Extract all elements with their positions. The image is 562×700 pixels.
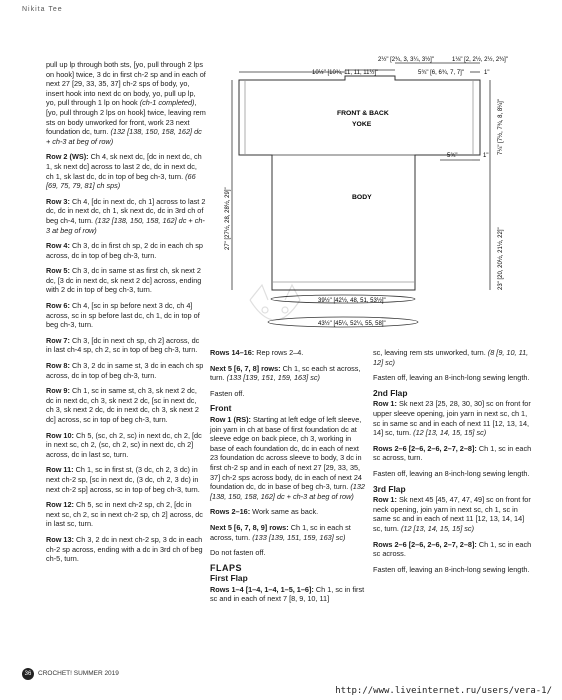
dim-side-left: 27" [27½, 28, 28½, 29]" [225,187,231,250]
instruction-paragraph [46,152,206,190]
row-text: Ch 1, sc in first sc and in each of next 7 [8, 9, 10, 11] [210,584,365,604]
row-text: Ch 5, (sc, ch 2, sc) in next dc, ch 2, [dc in next sc, ch 2, (sc, ch 2, sc) in next dc, ch 2] across, dc in last sc, turn. [46,430,202,459]
row-text: Ch 4, sk next dc, [dc in next dc, ch 1, sk next dc] across to last 2 dc, dc in next dc, ch 1, sk last dc, dc in top of beg ch-3, turn. [46,152,202,181]
instruction-paragraph [210,523,368,542]
label-body: BODY [352,194,372,201]
row-label: Row 13: [46,534,74,544]
row-label: Row 1: [373,399,397,409]
row-text: sc, leaving rem sts unworked, turn. [373,348,488,357]
row-label: Row 7: [46,335,70,345]
row-text: Ch 1, sc in first st, (3 dc, ch 2, 3 dc) in next ch-2 sp, [sc in next dc, (3 dc, ch 2, 3 dc) in next ch-2 sp] across, sc in top of beg ch-3, turn. [46,465,200,494]
instruction-paragraph [210,389,368,399]
instruction-paragraph [210,548,368,558]
stitch-count: (66 [69, 75, 79, 81] ch sps) [46,171,196,191]
stitch-count: (133 [139, 151, 159, 163] sc) [226,373,320,383]
row-label: Row 1 (RS): [210,414,251,424]
dim-bottom-1: 39½" [42½, 48, 51, 53½]" [318,298,386,304]
dim-top-mid: 5¾" [6, 6¾, 7, 7]" [418,70,464,76]
stitch-count: (8 [9, 10, 11, 12] sc) [373,348,529,367]
row-label: Row 12: [46,500,74,510]
row-label: Row 9: [46,386,70,396]
row-text: Do not fasten off. [210,548,266,558]
instruction-paragraph [46,386,206,424]
instruction-paragraph [46,301,206,330]
dim-sleeve: 5¾" [447,153,458,159]
column-2 [210,348,368,610]
dim-top-left: 10½" [10¾, 11, 11, 11½]" [312,70,379,76]
dim-side-right-top: 7¼" [7½, 7¾, 8, 8¼]" [498,99,504,155]
instruction-paragraph [46,535,206,564]
row-text: Sk next 45 [45, 47, 47, 49] sc on front for neck opening, join yarn in next sc, ch 1, sc in same sc and in each of next 11 [12, 13, 14, 14] sc, turn. [373,495,531,533]
dim-sleeve-one: 1" [483,153,489,159]
page-number: 36 [22,668,34,680]
row-text: , [yo, pull through 2 lps on hook] twice, leaving rem sts on body unworked for front, work 23 next foundation dc, turn. [46,98,206,137]
row-label: Rows 2–6 [2–6, 2–6, 2–7, 2–8]: [373,539,477,549]
stitch-count: (133 [139, 151, 159, 163] sc) [252,532,346,542]
stitch-count: (ch-1 completed) [139,98,195,108]
row-label: Rows 14–16: [210,348,255,357]
instruction-paragraph [373,373,533,383]
footer-text: CROCHET! SUMMER 2019 [38,670,119,677]
page-header: Nikita Tee [22,6,63,13]
row-text: Fasten off. [210,388,245,398]
dim-bottom-2: 43½" [45¼, 52¼, 55, 58]" [318,321,386,327]
row-text: Ch 3, 2 dc in next ch-2 sp, 3 dc in each ch-2 sp across, ending with a dc in 3rd ch of beg ch-5, turn. [46,534,203,564]
instruction-paragraph [210,415,368,501]
row-label: Row 4: [46,241,70,251]
row-text: Ch 3, dc in same st as first ch, sk next 2 dc, [3 dc in next dc, sk next 2 dc] across, ending with 2 dc in top of beg ch-3, turn. [46,266,202,295]
row-label: Row 3: [46,196,70,206]
instruction-paragraph [373,565,533,575]
section-heading: First Flap [210,573,248,584]
row-text: Ch 1, sc in each sc across. [373,539,532,559]
row-label: Row 8: [46,361,70,371]
row-text: Fasten off, leaving an 8-inch-long sewing length. [373,373,530,383]
instruction-paragraph [46,500,206,529]
dim-top-right: 2½" [2¾, 3, 3¼, 3½]" [378,57,434,63]
row-label: Next 5 [6, 7, 8, 9] rows: [210,522,289,532]
stitch-count: (132 [138, 150, 158, 162] dc + ch-3 at beg of row) [46,127,202,146]
row-text: Work same as back. [250,507,319,517]
row-text: Ch 3, dc in first ch sp, 2 dc in each ch sp across, dc in top of beg ch-3, turn. [46,241,203,260]
instruction-paragraph [46,465,206,494]
row-text: Ch 4, [sc in sp before next 3 dc, ch 4] across, sc in sp before last dc, ch 1, dc in top of beg ch-3, turn. [46,301,200,330]
section-heading: Front [210,403,232,414]
instruction-paragraph [46,241,206,260]
row-text: Rep rows 2–4. [254,348,304,357]
row-text: Ch 1, sc in same st, ch 3, sk next 2 dc, dc in next dc, ch 3, sk next 2 dc, [sc in next dc, ch 3, sk next 2 dc, dc in next dc, ch 3, sk next 2 dc] across, sc in top of beg ch-3, turn. [46,386,199,424]
instruction-paragraph [46,336,206,355]
row-label: Row 6: [46,301,70,311]
column-1 [46,60,206,570]
instruction-paragraph [46,431,206,460]
section-heading: FLAPS [210,562,243,573]
instruction-paragraph [46,266,206,295]
row-text: Ch 3, [dc in next ch sp, ch 2] across, dc in last ch-4 sp, ch 2, sc in top of beg ch-3, turn. [46,335,200,355]
instruction-paragraph [210,585,368,604]
row-label: Row 10: [46,430,74,440]
row-text: Ch 5, sc in next ch-2 sp, ch 2, [dc in next sc, ch 2, sc in next ch-2 sp, ch 2] across, dc in last sc, turn. [46,500,203,529]
column-3 [373,348,533,580]
source-url: http://www.liveinternet.ru/users/vera-1/ [335,686,552,696]
stitch-count: (12 [13, 14, 15, 15] sc) [400,523,474,533]
instruction-paragraph [373,444,533,463]
stitch-count: (132 [138, 150, 158, 162] dc + ch-3 at beg of row) [210,482,365,501]
label-yoke-2: YOKE [352,121,372,128]
instruction-paragraph [373,469,533,479]
dim-one: 1" [484,70,490,76]
row-text: Ch 1, sc each st across, turn. [210,363,361,383]
row-text: Ch 3, 2 dc in same st, 3 dc in each ch sp across, dc in top of beg ch-3, turn. [46,361,204,380]
instruction-paragraph [373,399,533,437]
row-text: Ch 1, sc in each sc across, turn. [373,443,532,463]
row-label: Rows 1–4 [1–4, 1–4, 1–5, 1–6]: [210,584,314,594]
row-text: Starting at left edge of left sleeve, join yarn in ch at base of first foundation dc at sleeve edge on back piece, ch 3, working in base of each foundation dc, dc in each of next 23 foundation dc across sleeve to body, 3 dc in first ch-2 sp and in each of next 27 [29, 33, 35, 37] ch-2 sps across body, dc in each of next 24 foundation dc, dc in base of beg ch-3, turn. [210,414,362,492]
row-text: pull up lp through both sts, [yo, pull through 2 lps on hook] twice, 3 dc in first ch-2 sp and in each of next 27 [29, 33, 35, 37] ch-2 sps of body, yo, insert hook into next dc on body, yo, pull up lp, yo, pull through 1 lp on hook [46,60,206,108]
row-label: Row 1: [373,495,397,505]
instruction-paragraph [210,364,368,383]
row-label: Rows 2–6 [2–6, 2–6, 2–7, 2–8]: [373,443,477,453]
instruction-paragraph [373,540,533,559]
row-label: Row 11: [46,465,74,475]
section-heading: 2nd Flap [373,387,408,398]
row-text: Fasten off, leaving an 8-inch-long sewing length. [373,468,530,478]
footer [22,668,119,680]
dim-side-right-bottom: 23" [20, 20½, 21½, 22]" [498,227,504,290]
section-heading: 3rd Flap [373,483,406,494]
label-yoke-1: FRONT & BACK [337,110,389,117]
row-label: Next 5 [6, 7, 8] rows: [210,363,281,373]
stitch-count: (12 [13, 14, 15, 15] sc) [413,428,487,438]
instruction-paragraph [46,60,206,146]
row-text: Ch 1, sc in each st across, turn. [210,522,351,542]
row-label: Row 5: [46,266,70,276]
dim-top-right2: 1⅛" [2, 2½, 2½, 2¾]" [452,57,508,63]
instruction-paragraph [373,495,533,533]
instruction-paragraph [210,507,368,517]
instruction-paragraph [373,348,533,367]
row-text: Fasten off, leaving an 8-inch-long sewing length. [373,564,530,574]
row-text: Sk next 23 [25, 28, 30, 30] sc on front for upper sleeve opening, join yarn in next sc, ch 1, sc in same sc and in each of next 11 [12, 13, 14, 14] sc, turn. [373,399,531,438]
row-label: Row 2 (WS): [46,152,89,162]
row-label: Rows 2–16: [210,507,251,517]
stitch-count: (132 [138, 150, 158, 162] dc + ch-3 at beg of row) [46,215,205,235]
row-text: Ch 4, [dc in next dc, ch 1] across to last 2 dc, dc in next dc, ch 1, sk next dc, dc in 3rd ch of beg ch-4, turn. [46,196,206,225]
instruction-paragraph [46,361,206,380]
instruction-paragraph [210,348,368,358]
instruction-paragraph [46,197,206,235]
